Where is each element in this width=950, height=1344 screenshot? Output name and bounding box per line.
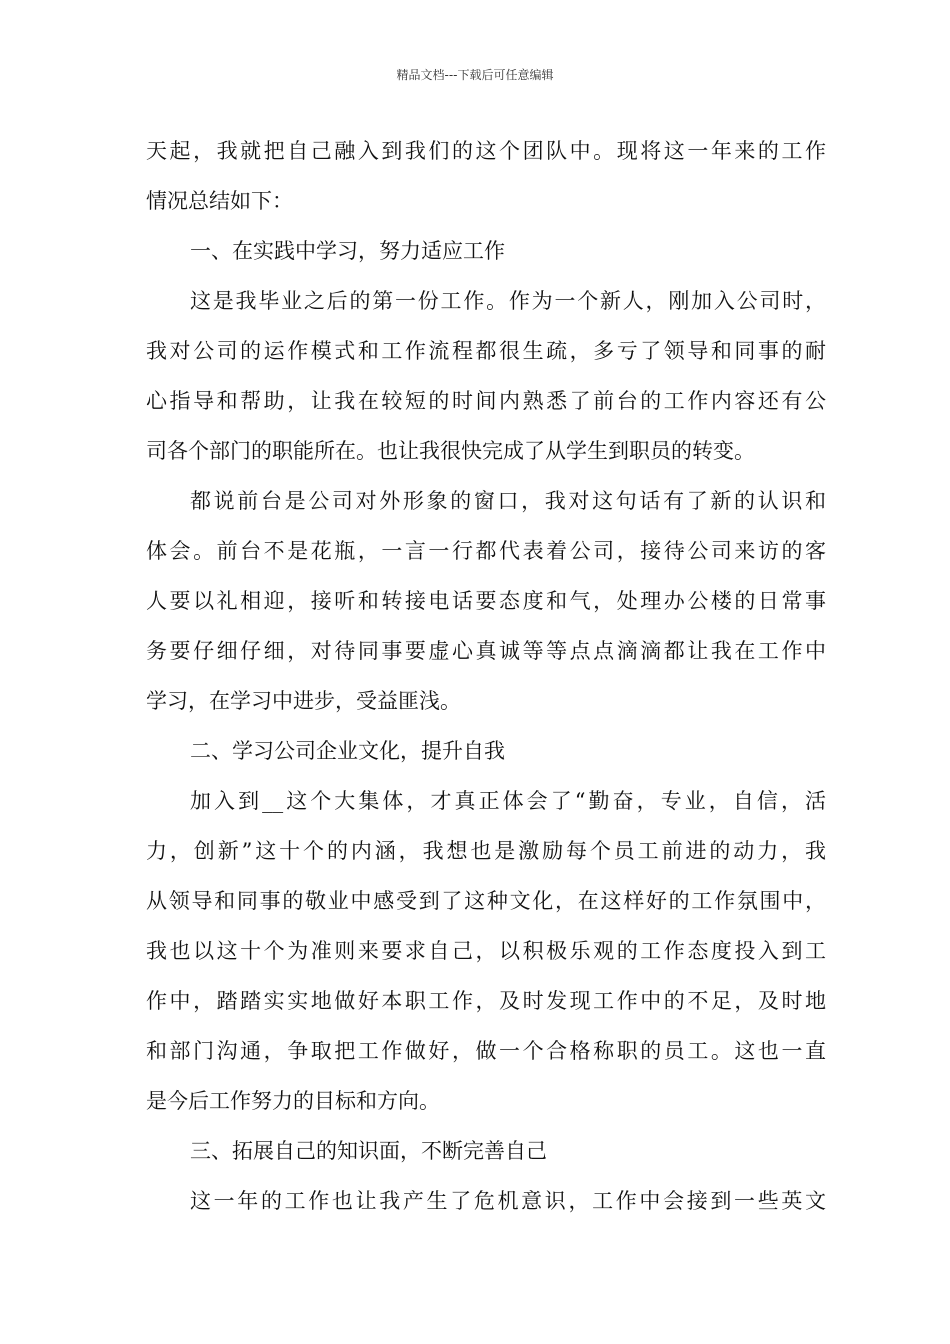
text-line: 这一年的工作也让我产生了危机意识，工作中会接到一些英文 [190, 1189, 826, 1213]
document-body [146, 126, 826, 1226]
text-line: 和部门沟通，争取把工作做好，做一个合格称职的员工。这也一直 [146, 1039, 826, 1063]
section-heading: 一、在实践中学习，努力适应工作 [190, 239, 505, 263]
text-line: 天起，我就把自己融入到我们的这个团队中。现将这一年来的工作 [146, 139, 826, 163]
text-line: 是今后工作努力的目标和方向。 [146, 1089, 440, 1113]
text-line: 人要以礼相迎，接听和转接电话要态度和气，处理办公楼的日常事 [146, 589, 826, 613]
text-line: 我也以这十个为准则来要求自己，以积极乐观的工作态度投入到工 [146, 939, 826, 963]
text-line: 力，创新”这十个的内涵，我想也是激励每个员工前进的动力，我 [146, 839, 826, 863]
text-line: 务要仔细仔细，对待同事要虚心真诚等等点点滴滴都让我在工作中 [146, 639, 826, 663]
text-line: 学习，在学习中进步，受益匪浅。 [146, 689, 461, 713]
text-line: 司各个部门的职能所在。也让我很快完成了从学生到职员的转变。 [146, 439, 755, 463]
text-line: 情况总结如下： [146, 189, 293, 213]
text-line: 从领导和同事的敬业中感受到了这种文化，在这样好的工作氛围中， [146, 889, 826, 913]
section-heading: 二、学习公司企业文化，提升自我 [190, 739, 505, 763]
text-line: 都说前台是公司对外形象的窗口，我对这句话有了新的认识和 [190, 489, 826, 513]
text-line: 加入到__这个大集体，才真正体会了“勤奋，专业，自信，活 [190, 789, 826, 813]
section-heading: 三、拓展自己的知识面，不断完善自己 [190, 1139, 547, 1163]
page-header: 精品文档---下载后可任意编辑 [396, 68, 554, 82]
text-line: 心指导和帮助，让我在较短的时间内熟悉了前台的工作内容还有公 [146, 389, 826, 413]
text-line: 这是我毕业之后的第一份工作。作为一个新人，刚加入公司时， [190, 289, 826, 313]
text-line: 体会。前台不是花瓶，一言一行都代表着公司，接待公司来访的客 [146, 539, 826, 563]
text-line: 作中，踏踏实实地做好本职工作，及时发现工作中的不足，及时地 [146, 989, 826, 1013]
text-line: 我对公司的运作模式和工作流程都很生疏，多亏了领导和同事的耐 [146, 339, 826, 363]
